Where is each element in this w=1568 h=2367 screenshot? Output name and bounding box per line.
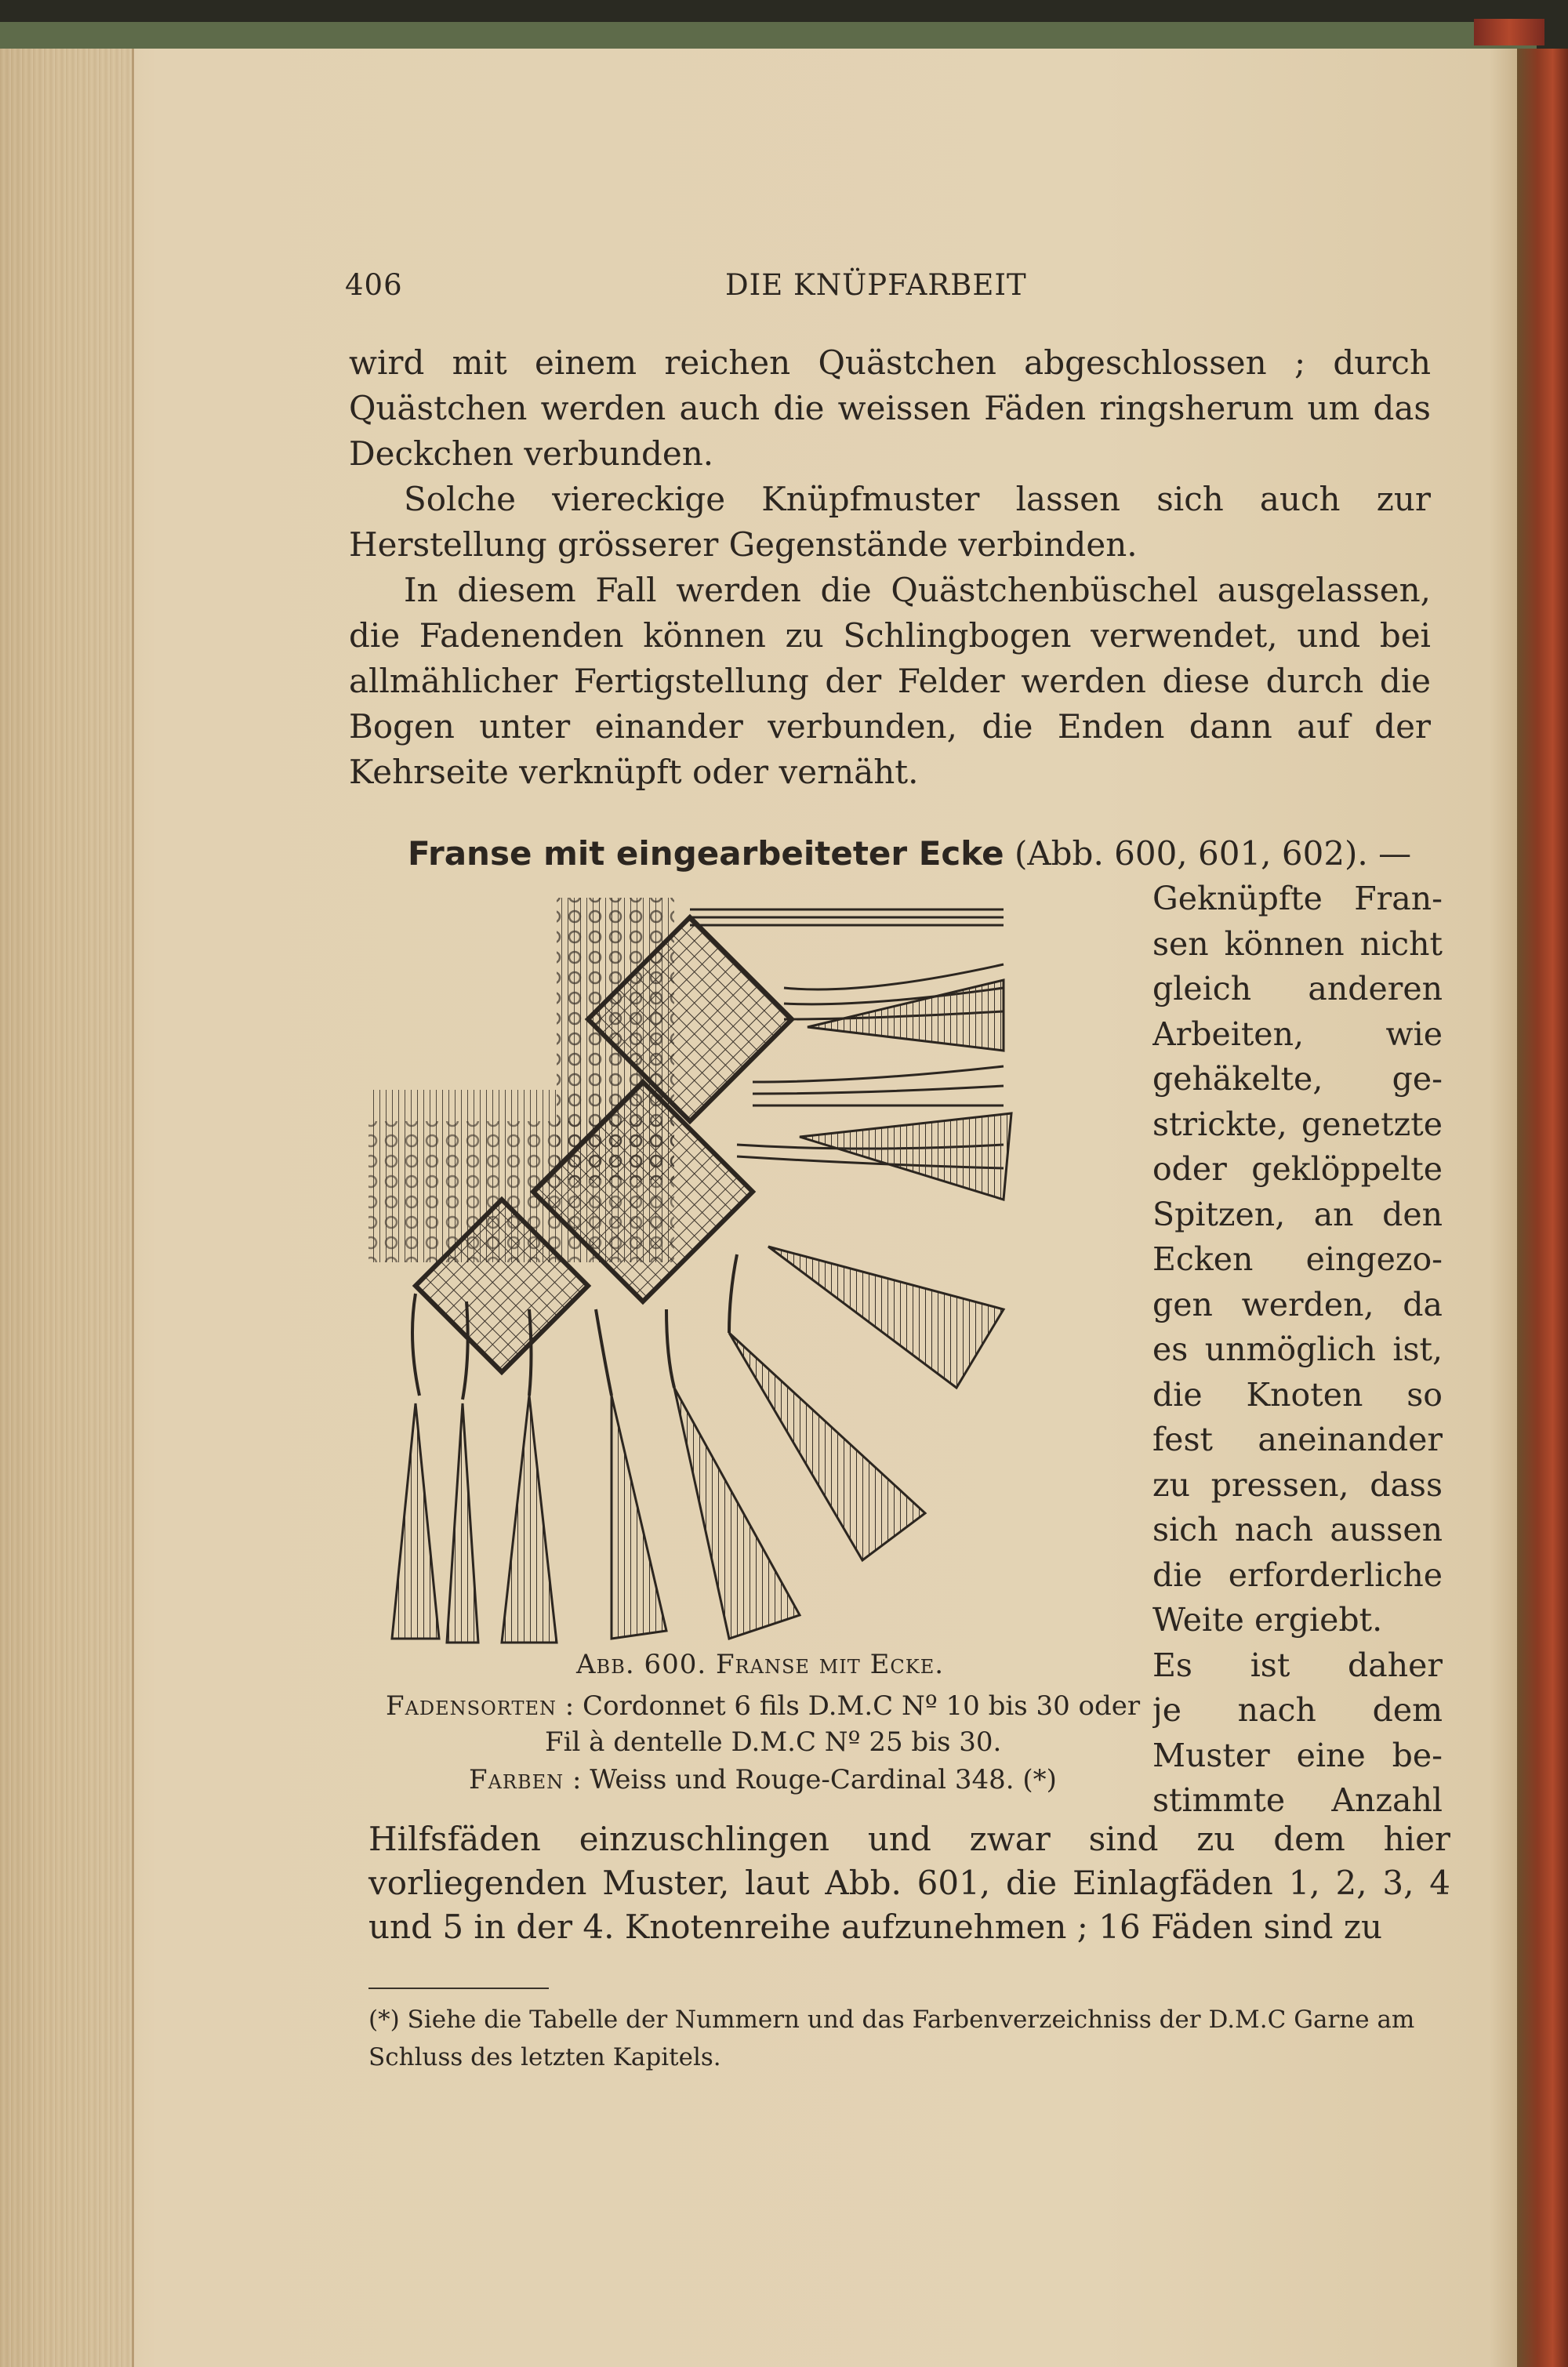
side-line: Muster eine be- bbox=[1152, 1736, 1443, 1774]
side-line: Ecken eingezo- bbox=[1152, 1240, 1443, 1278]
side-line: gleich anderen bbox=[1152, 970, 1443, 1007]
figure-caption-title bbox=[576, 1649, 944, 1680]
page-edges bbox=[0, 49, 133, 2367]
side-line: oder geklöppelte bbox=[1152, 1150, 1443, 1188]
side-line: Es ist daher bbox=[1152, 1646, 1443, 1684]
side-line: die erforderliche bbox=[1152, 1556, 1443, 1594]
section-heading bbox=[408, 834, 1411, 873]
side-line: sich nach aussen bbox=[1152, 1511, 1443, 1548]
colors-text: : Weiss und Rouge-Cardinal 348. (*) bbox=[572, 1764, 1057, 1795]
running-title: DIE KNÜPFARBEIT bbox=[725, 268, 1027, 302]
caption-title: Abb. 600. Franse mit Ecke. bbox=[576, 1649, 945, 1680]
footnote-rule bbox=[368, 1988, 549, 1989]
footnote: (*) Siehe die Tabelle der Nummern und das Farbenverzeichniss der D.M.C Garne am Schluss des letzten Kapitels. bbox=[368, 2006, 1415, 2071]
threads-label: Fadensorten bbox=[386, 1690, 557, 1722]
paragraph-2: Solche viereckige Knüpfmuster lassen sich auch zur Herstellung grösserer Gegenstände verbinden. bbox=[349, 480, 1431, 564]
body-text bbox=[349, 340, 1431, 795]
bookmark-ribbon bbox=[1474, 19, 1544, 45]
page-number: 406 bbox=[345, 268, 403, 302]
side-line: je nach dem bbox=[1152, 1691, 1443, 1729]
threads-caption bbox=[386, 1690, 1140, 1722]
section-reference: (Abb. 600, 601, 602). — bbox=[1014, 834, 1412, 873]
book-spine bbox=[1517, 49, 1568, 2367]
side-line: sen können nicht bbox=[1152, 924, 1443, 963]
side-line: strickte, genetzte bbox=[1152, 1105, 1443, 1143]
section-title: Franse mit eingearbeiteter Ecke bbox=[408, 834, 1004, 873]
side-line: es unmöglich ist, bbox=[1152, 1331, 1443, 1368]
continuation-text: Hilfsfäden einzuschlingen und zwar sind zu dem hier vorliegenden Muster, laut Abb. 601, die Einlagfäden 1, 2, 3, 4 und 5 in der 4. Knotenreihe aufzunehmen ; 16 Fäden sind zu bbox=[368, 1820, 1450, 1946]
side-line: Geknüpfte Fran- bbox=[1152, 880, 1443, 917]
side-line: Arbeiten, wie bbox=[1152, 1015, 1443, 1053]
paragraph-1: wird mit einem reichen Quästchen abgeschlossen ; durch Quästchen werden auch die weissen Fäden ringsherum um das Deckchen verbunden. bbox=[349, 343, 1431, 473]
paragraph-3: In diesem Fall werden die Quästchenbüschel ausgelassen, die Fadenenden können zu Schlingbogen verwendet, und bei allmählicher Fertigstellung der Felder werden diese durch die Bogen unter einander verbunden, die Enden dann auf der Kehrseite verknüpft oder vernäht. bbox=[349, 571, 1431, 791]
side-line: die Knoten so bbox=[1152, 1375, 1443, 1414]
threads-text: : Cordonnet 6 fils D.M.C Nº 10 bis 30 oder bbox=[564, 1690, 1141, 1722]
colors-caption bbox=[469, 1764, 1057, 1795]
book-top-band bbox=[0, 0, 1568, 49]
page-edge-line bbox=[132, 49, 134, 2367]
colors-label: Farben bbox=[469, 1764, 564, 1795]
side-line: Spitzen, an den bbox=[1152, 1195, 1443, 1233]
side-column-text bbox=[1152, 877, 1443, 1824]
side-line: fest aneinander bbox=[1152, 1421, 1443, 1458]
threads-caption-2: Fil à dentelle D.M.C Nº 25 bis 30. bbox=[545, 1726, 1002, 1758]
side-line: gen werden, da bbox=[1152, 1285, 1443, 1323]
macrame-fringe-illustration bbox=[361, 886, 1145, 1654]
book-cover-cloth bbox=[0, 22, 1537, 49]
side-line: zu pressen, dass bbox=[1152, 1465, 1443, 1504]
side-line: gehäkelte, ge- bbox=[1152, 1060, 1443, 1098]
side-line: Weite ergiebt. bbox=[1152, 1601, 1383, 1639]
side-line: stimmte Anzahl bbox=[1152, 1781, 1443, 1819]
